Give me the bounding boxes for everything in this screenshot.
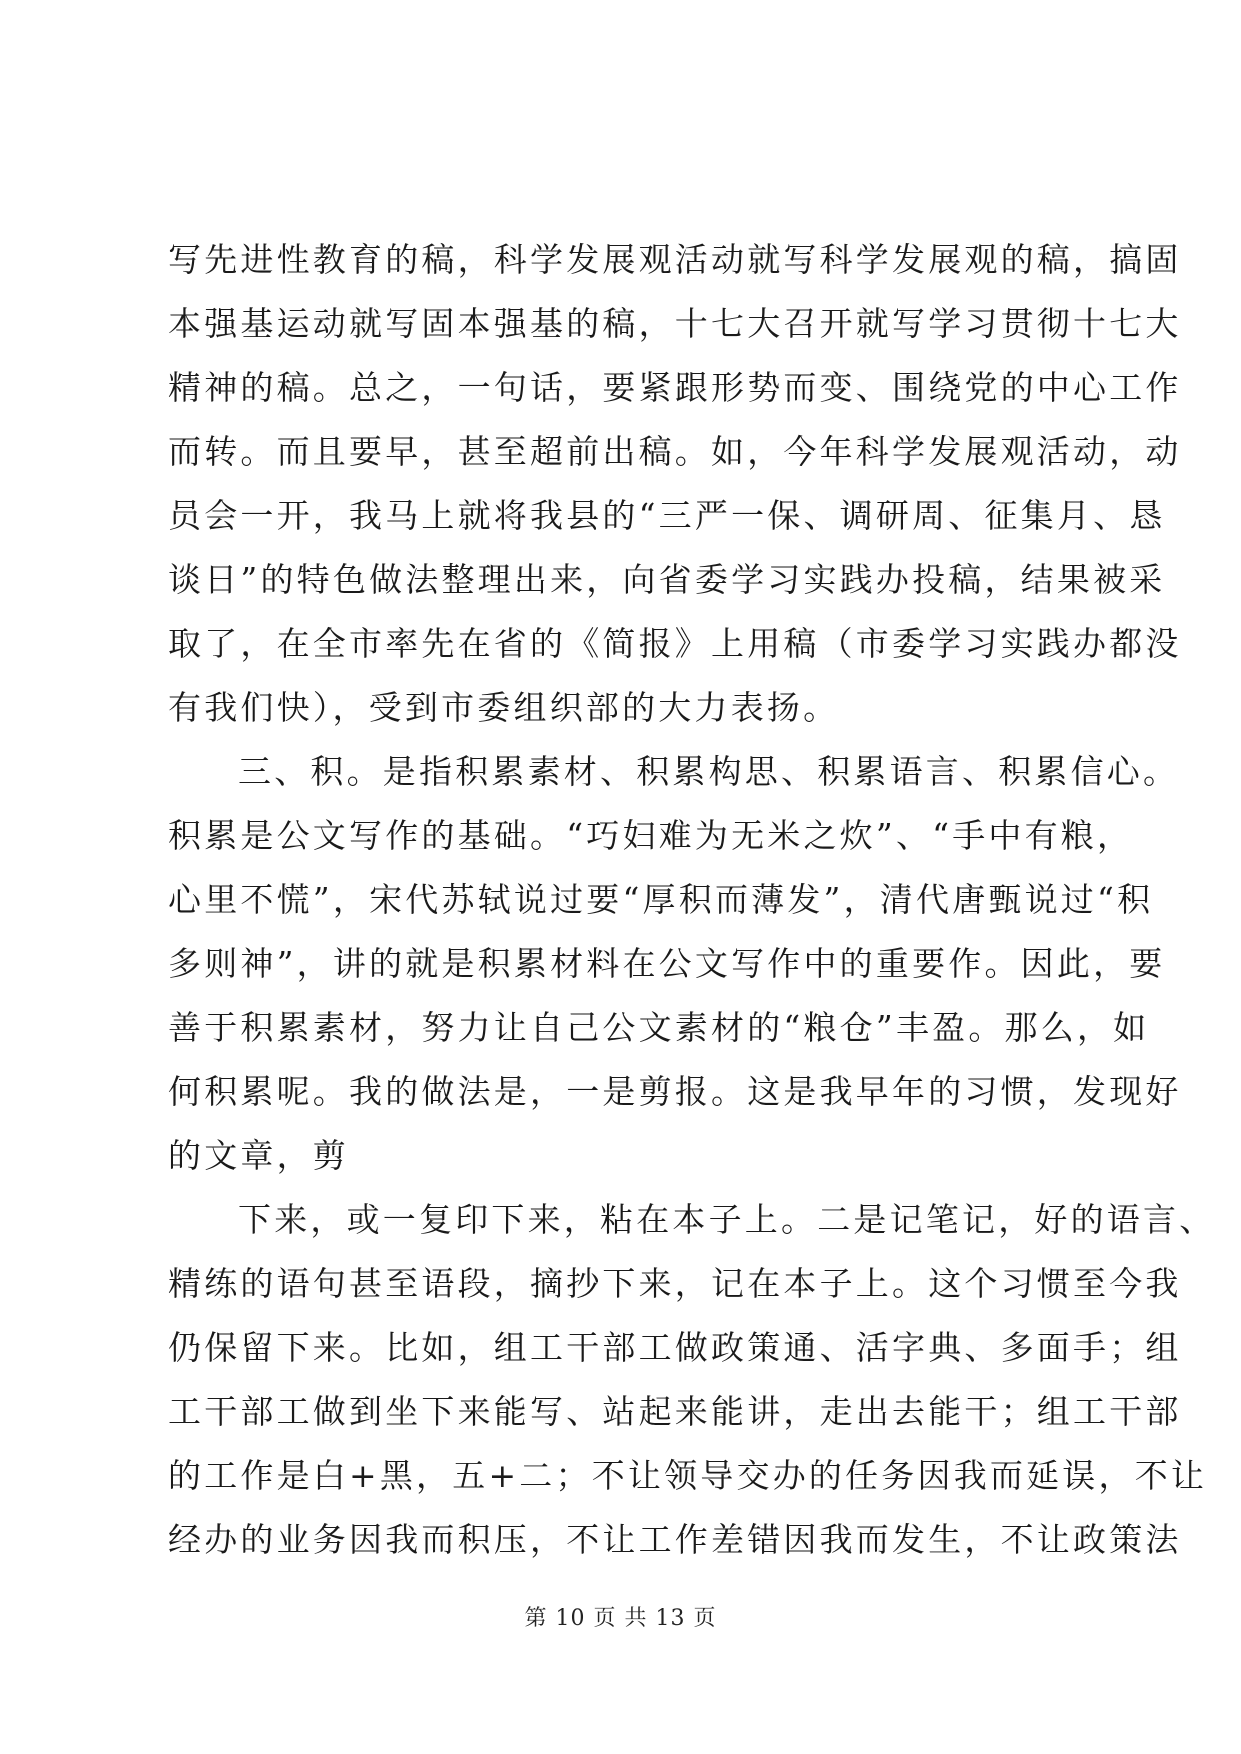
text-line: 谈日”的特色做法整理出来，向省委学习实践办投稿，结果被采 — [168, 560, 1166, 599]
document-body — [168, 228, 1216, 1572]
paragraph-3 — [168, 1188, 1216, 1572]
text-line: 下来，或一复印下来，粘在本子上。二是记笔记，好的语言、 — [238, 1200, 1216, 1239]
text-line: 写先进性教育的稿，科学发展观活动就写科学发展观的稿，搞固 — [168, 240, 1182, 279]
text-line: 三、积。是指积累素材、积累构思、积累语言、积累信心。 — [238, 752, 1180, 791]
text-line: 经办的业务因我而积压，不让工作差错因我而发生，不让政策法 — [168, 1520, 1182, 1559]
text-line: 精练的语句甚至语段，摘抄下来，记在本子上。这个习惯至今我 — [168, 1264, 1182, 1303]
paragraph-1 — [168, 228, 1182, 740]
text-line: 员会一开，我马上就将我县的“三严一保、调研周、征集月、恳 — [168, 496, 1166, 535]
text-line: 善于积累素材，努力让自己公文素材的“粮仓”丰盈。那么，如 — [168, 1008, 1150, 1047]
text-line: 而转。而且要早，甚至超前出稿。如，今年科学发展观活动，动 — [168, 432, 1182, 471]
text-line: 多则神”，讲的就是积累材料在公文写作中的重要作。因此，要 — [168, 944, 1166, 983]
text-line: 的工作是白+黑，五+二；不让领导交办的任务因我而延误，不让 — [168, 1456, 1208, 1495]
text-line: 积累是公文写作的基础。“巧妇难为无米之炊”、“手中有粮， — [168, 816, 1134, 855]
text-line: 何积累呢。我的做法是，一是剪报。这是我早年的习惯，发现好 — [168, 1072, 1182, 1111]
text-line: 有我们快），受到市委组织部的大力表扬。 — [168, 688, 840, 727]
text-line: 仍保留下来。比如，组工干部工做政策通、活字典、多面手；组 — [168, 1328, 1182, 1367]
text-line: 的文章，剪 — [168, 1136, 349, 1175]
text-line: 工干部工做到坐下来能写、站起来能讲，走出去能干；组工干部 — [168, 1392, 1182, 1431]
text-line: 本强基运动就写固本强基的稿，十七大召开就写学习贯彻十七大 — [168, 304, 1182, 343]
paragraph-2 — [168, 740, 1182, 1188]
text-line: 取了，在全市率先在省的《简报》上用稿（市委学习实践办都没 — [168, 624, 1182, 663]
text-line: 精神的稿。总之，一句话，要紧跟形势而变、围绕党的中心工作 — [168, 368, 1182, 407]
page-number-footer: 第 10 页 共 13 页 — [524, 1606, 717, 1631]
text-line: 心里不慌”，宋代苏轼说过要“厚积而薄发”，清代唐甄说过“积 — [168, 880, 1154, 919]
